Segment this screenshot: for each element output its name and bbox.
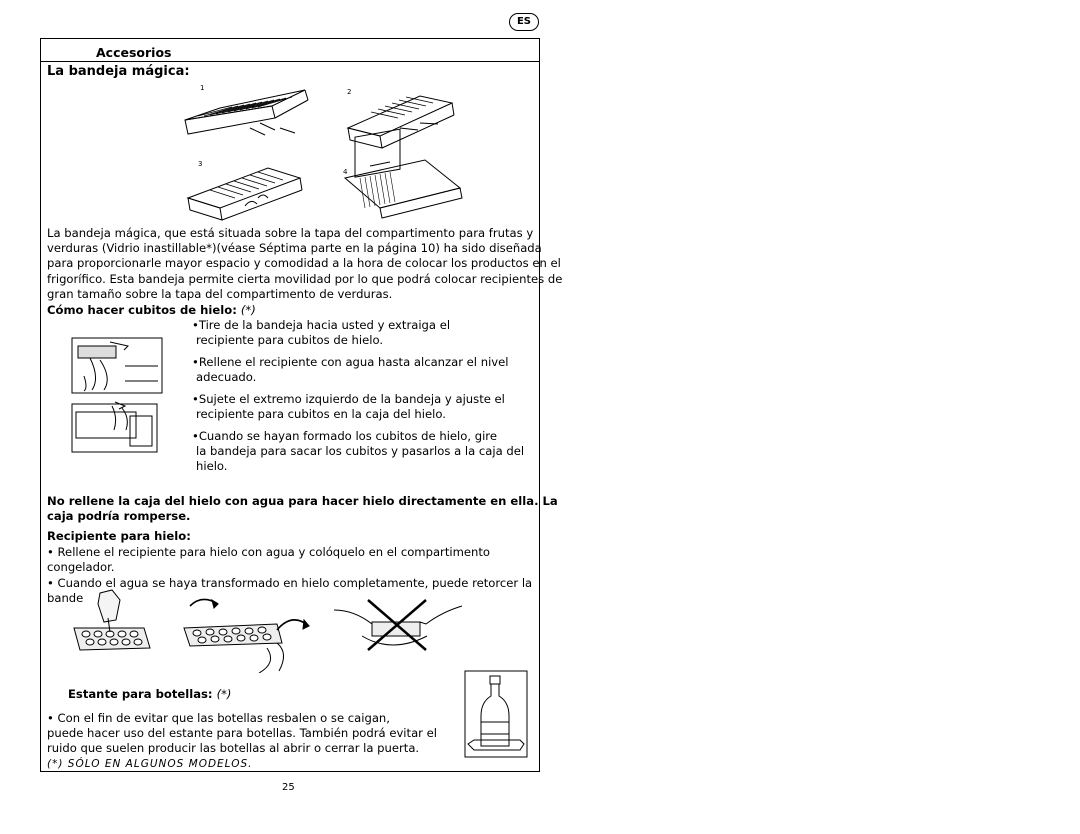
ice-cubes-heading: Cómo hacer cubitos de hielo: (*) [47, 303, 256, 317]
ice-container-bullet: • Rellene el recipiente para hielo con agua y colóquelo en el compartimento [47, 545, 491, 559]
footnote: (*) SÓLO EN ALGUNOS MODELOS. [47, 758, 253, 770]
figure-label-3: 3 [198, 160, 203, 168]
bottle-shelf-illustration [464, 670, 528, 758]
magic-tray-line: para proporcionarle mayor espacio y comodidad a la hora de colocar los productos en el [47, 256, 561, 270]
warning-line: caja podría romperse. [47, 509, 191, 523]
model-asterisk: (*) [216, 687, 232, 701]
ice-container-bullet: congelador. [47, 560, 115, 574]
ice-container-heading: Recipiente para hielo: [47, 529, 191, 543]
bottle-shelf-heading: Estante para botellas: (*) [68, 687, 232, 701]
ice-step-1-line: recipiente para cubitos de hielo. [196, 333, 384, 347]
title-divider [40, 61, 540, 62]
bottle-shelf-line: • Con el fin de evitar que las botellas resbalen o se caigan, [47, 711, 390, 725]
figure-label-1: 1 [200, 84, 205, 92]
figure-label-4: 4 [343, 168, 348, 176]
ice-container-bullet: • Cuando el agua se haya transformado en hielo completamente, puede retorcer la [47, 576, 533, 590]
section-title: Accesorios [96, 45, 172, 60]
magic-tray-line: gran tamaño sobre la tapa del compartimento de verduras. [47, 287, 393, 301]
magic-tray-figures [180, 78, 480, 223]
magic-tray-line: La bandeja mágica, que está situada sobre la tapa del compartimento para frutas y [47, 226, 534, 240]
ice-step-4-line: hielo. [196, 459, 228, 473]
language-badge: ES [509, 13, 539, 31]
magic-tray-line: verduras (Vidrio inastillable*)(véase Séptima parte en la página 10) ha sido diseñada [47, 241, 542, 255]
figure-label-2: 2 [347, 88, 352, 96]
ice-container-bullet: bande [47, 591, 84, 605]
bottle-shelf-line: ruido que suelen producir las botellas al abrir o cerrar la puerta. [47, 741, 420, 755]
ice-step-2-line: •Rellene el recipiente con agua hasta alcanzar el nivel [192, 355, 509, 369]
magic-tray-line: frigorífico. Esta bandeja permite cierta movilidad por lo que podrá colocar recipientes de [47, 272, 563, 286]
magic-tray-heading: La bandeja mágica: [47, 64, 190, 79]
warning-line: No rellene la caja del hielo con agua para hacer hielo directamente en ella. La [47, 494, 558, 508]
ice-step-4-line: la bandeja para sacar los cubitos y pasarlos a la caja del [196, 444, 525, 458]
model-asterisk: (*) [240, 303, 256, 317]
page-number: 25 [282, 782, 295, 793]
ice-step-1-line: •Tire de la bandeja hacia usted y extraiga el [192, 318, 451, 332]
ice-tray-illustrations [70, 336, 165, 456]
ice-step-2-line: adecuado. [196, 370, 257, 384]
ice-step-3-line: recipiente para cubitos en la caja del hielo. [196, 407, 446, 421]
bottle-shelf-line: puede hacer uso del estante para botellas. También podrá evitar el [47, 726, 437, 740]
ice-tray-twist-illustrations [72, 588, 472, 673]
ice-step-3-line: •Sujete el extremo izquierdo de la bandeja y ajuste el [192, 392, 505, 406]
ice-step-4-line: •Cuando se hayan formado los cubitos de hielo, gire [192, 429, 497, 443]
